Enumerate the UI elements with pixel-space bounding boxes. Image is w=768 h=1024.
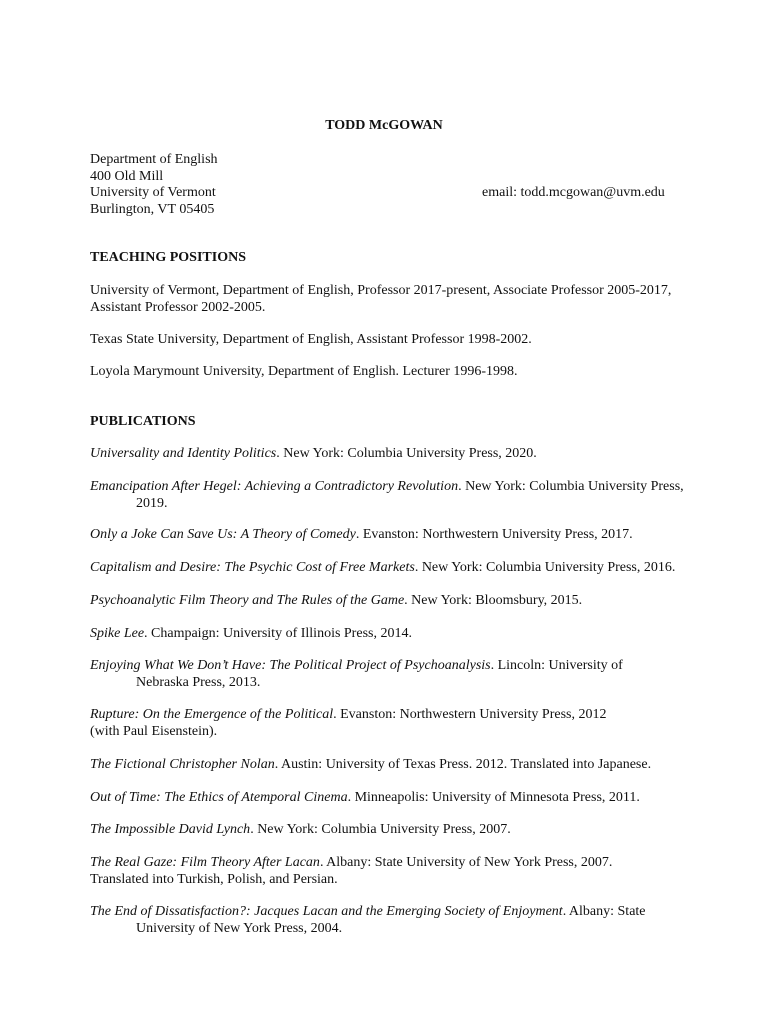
publication-details: . Albany: State University of New York Press, 2004.	[136, 904, 646, 936]
teaching-position: Texas State University, Department of English, Assistant Professor 1998-2002.	[90, 332, 532, 347]
publication-entry	[90, 626, 726, 643]
publication-note: (with Paul Eisenstein).	[90, 723, 218, 739]
email-address: email: todd.mcgowan@uvm.edu	[482, 185, 665, 200]
teaching-positions-heading: TEACHING POSITIONS	[90, 250, 246, 265]
publication-title: Psychoanalytic Film Theory and The Rules of the Game	[90, 593, 405, 608]
publication-title: Capitalism and Desire: The Psychic Cost of Free Markets	[90, 560, 415, 575]
publication-entry	[90, 904, 701, 937]
publication-details: . New York: Columbia University Press, 2019.	[136, 479, 684, 511]
publication-details: . Lincoln: University of Nebraska Press, 2013.	[136, 658, 623, 690]
publication-details: . Evanston: Northwestern University Press, 2017.	[355, 527, 633, 542]
teaching-position: Loyola Marymount University, Department of English. Lecturer 1996-1998.	[90, 364, 518, 379]
publication-entry	[90, 593, 726, 610]
address-block	[90, 152, 390, 218]
publication-details: . Minneapolis: University of Minnesota Press, 2011.	[347, 790, 640, 805]
publication-title: Enjoying What We Don’t Have: The Political Project of Psychoanalysis	[90, 658, 491, 673]
publication-entry	[90, 855, 726, 888]
teaching-position: University of Vermont, Department of English, Professor 2017-present, Associate Professor 2005-2017, Assistant Professor 2002-2005.	[90, 283, 672, 315]
address-line: Burlington, VT 05405	[90, 201, 215, 217]
publication-title: The Impossible David Lynch	[90, 822, 251, 837]
publications-heading: PUBLICATIONS	[90, 414, 196, 429]
publication-note: Translated into Turkish, Polish, and Persian.	[90, 871, 338, 887]
publication-entry	[90, 560, 736, 577]
publication-entry	[90, 757, 736, 774]
publication-title: Out of Time: The Ethics of Atemporal Cinema	[90, 790, 348, 805]
publication-details: . Champaign: University of Illinois Press, 2014.	[144, 626, 412, 641]
publication-details: . Evanston: Northwestern University Press, 2012	[333, 707, 607, 722]
publication-details: . New York: Columbia University Press, 2007.	[250, 822, 511, 837]
publication-title: Only a Joke Can Save Us: A Theory of Comedy	[90, 527, 356, 542]
publication-entry	[90, 790, 726, 807]
publication-entry	[90, 527, 726, 544]
publication-title: Emancipation After Hegel: Achieving a Contradictory Revolution	[90, 479, 459, 494]
publication-entry	[90, 707, 726, 740]
publication-entry	[90, 446, 726, 463]
publication-details: . New York: Bloomsbury, 2015.	[404, 593, 583, 608]
publication-title: The End of Dissatisfaction?: Jacques Lacan and the Emerging Society of Enjoyment	[90, 904, 563, 919]
cv-name-title: TODD McGOWAN	[325, 118, 443, 133]
publication-entry	[90, 822, 726, 839]
address-line: University of Vermont	[90, 185, 216, 200]
publication-title: Rupture: On the Emergence of the Political	[90, 707, 334, 722]
publication-title: The Fictional Christopher Nolan	[90, 757, 275, 772]
publication-title: Spike Lee	[90, 626, 145, 641]
publication-details: . Albany: State University of New York Press, 2007.	[319, 855, 613, 870]
publication-title: The Real Gaze: Film Theory After Lacan	[90, 855, 320, 870]
publication-details: . Austin: University of Texas Press. 2012. Translated into Japanese.	[274, 757, 652, 772]
address-line: Department of English	[90, 152, 218, 167]
publication-entry	[90, 479, 711, 512]
publication-entry	[90, 658, 676, 691]
publication-details: . New York: Columbia University Press, 2016.	[414, 560, 676, 575]
address-line: 400 Old Mill	[90, 168, 164, 184]
publication-title: Universality and Identity Politics	[90, 446, 277, 461]
publication-details: . New York: Columbia University Press, 2020.	[276, 446, 537, 461]
